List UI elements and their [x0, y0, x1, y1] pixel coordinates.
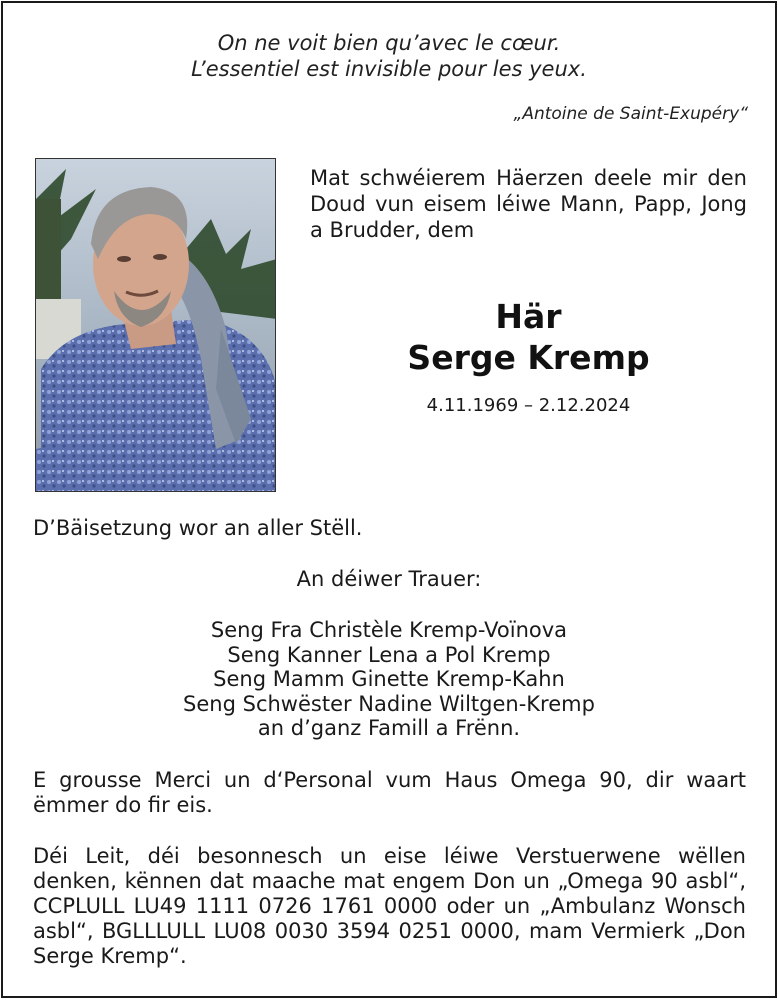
mourner: Seng Mamm Ginette Kremp-Kahn — [213, 667, 565, 691]
quote-line-2: L’essentiel est invisible pour les yeux. — [191, 57, 587, 81]
quote-line-1: On ne voit bien qu’avec le cœur. — [217, 31, 561, 55]
mourner: Seng Kanner Lena a Pol Kremp — [227, 642, 551, 667]
deceased-name: Serge Kremp — [407, 338, 650, 377]
quote — [0, 30, 778, 82]
deceased-name-block — [330, 296, 727, 378]
mourner: an d’ganz Famill a Frënn. — [257, 716, 521, 740]
portrait-photo — [35, 158, 276, 492]
mourner: Seng Fra Christèle Kremp-Voïnova — [210, 618, 568, 642]
mourning-heading: An déiwer Trauer: — [296, 567, 482, 591]
deceased-title: Här — [495, 297, 562, 336]
mourner: Seng Schwëster Nadine Wiltgen-Kremp — [183, 691, 595, 716]
intro-text: Mat schwéierem Häerzen deele mir den Doud vun eisem léiwe Mann, Papp, Jong a Brudder, dem — [310, 166, 747, 242]
thanks-text: E grousse Merci un d‘Personal vum Haus Omega 90, dir waart ëmmer do fir eis. — [33, 768, 746, 817]
mourners-list — [0, 618, 778, 741]
burial-notice: D’Bäisetzung wor an aller Stëll. — [33, 516, 363, 540]
donation-text: Déi Leit, déi besonnesch un eise léiwe Verstuerwene wëllen denken, kënnen dat maache mat engem Don un „Omega 90 asbl“, CCPLULL LU49 1111 0726 1761 0000 oder un „Ambulanz Wonsch asbl“, BGLLLULL LU08 0030 3594 0251 0000, mam Vermierk „Don Serge Kremp“. — [33, 844, 746, 968]
life-dates: 4.11.1969 – 2.12.2024 — [426, 395, 631, 416]
quote-author: „Antoine de Saint-Exupéry“ — [513, 104, 748, 124]
